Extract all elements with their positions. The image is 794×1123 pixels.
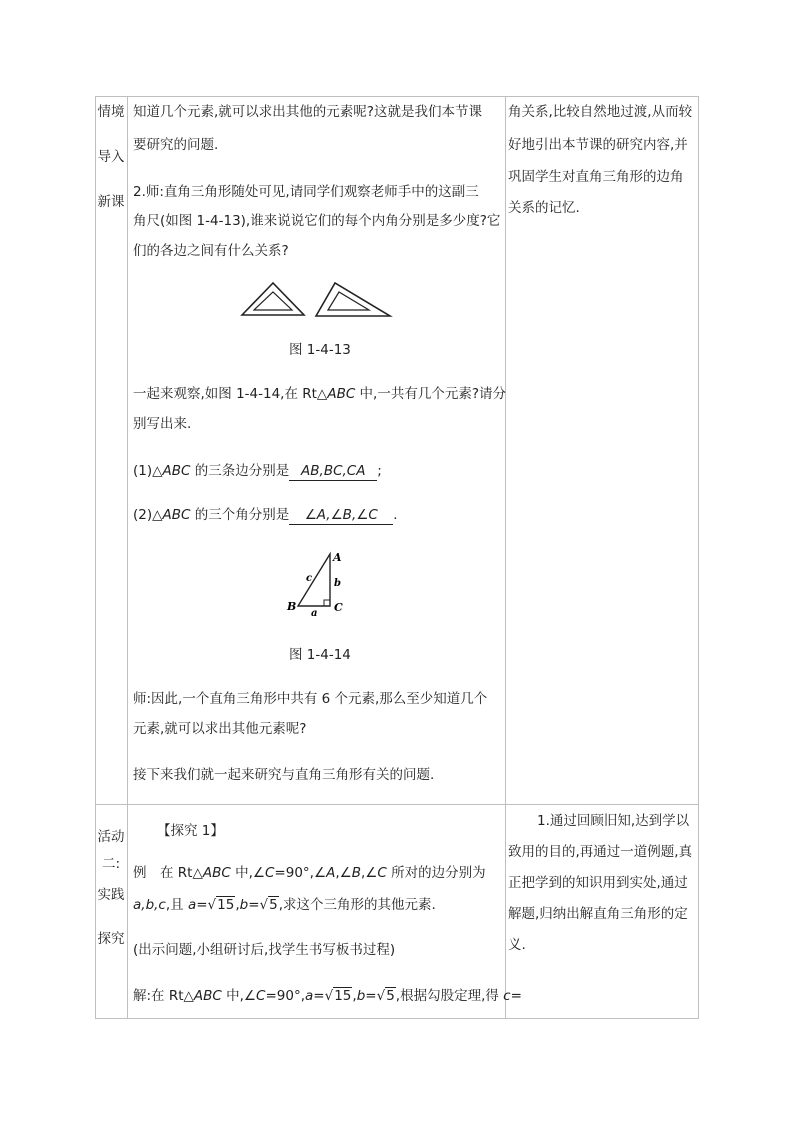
paragraph-line: 师:因此,一个直角三角形中共有 6 个元素,那么至少知道几个 [133,691,488,707]
solution-line: 解:在 Rt△ABC 中,∠C=90°,a=√15,b=√5,根据勾股定理,得 c= [133,988,522,1004]
example-line: (出示问题,小组研讨后,找学生书写板书过程) [133,942,396,958]
column-divider [127,97,128,1018]
figure-caption: 图 1-4-14 [289,647,351,663]
example-line: 例 在 Rt△ABC 中,∠C=90°,∠A,∠B,∠C 所对的边分别为 [133,865,486,881]
note-line: 义. [508,937,526,953]
question-1: (1)△ABC 的三条边分别是 AB,BC,CA ; [133,463,382,479]
sqrt-15: √15 [207,897,235,913]
answer-blank: ∠A,∠B,∠C [289,506,393,525]
note-line: 关系的记忆. [508,200,580,216]
row1-label-line2: 导入 [97,149,125,165]
sqrt-5: √5 [376,988,395,1004]
paragraph-line: 们的各边之间有什么关系? [133,243,289,259]
side-label-c: c [306,573,313,584]
row2-label-line3: 实践 [97,887,125,903]
paragraph-line: 别写出来. [133,416,192,432]
figure-caption: 图 1-4-13 [289,342,351,358]
note-line: 致用的目的,再通过一道例题,真 [508,844,693,860]
paragraph-line: 接下来我们就一起来研究与直角三角形有关的问题. [133,767,435,783]
vertex-label-a: A [333,551,342,564]
sqrt-5: √5 [259,897,278,913]
column-divider [505,97,506,1018]
note-line: 解题,归纳出解直角三角形的定 [508,906,688,922]
paragraph-line: 元素,就可以求出其他元素呢? [133,721,307,737]
note-line: 正把学到的知识用到实处,通过 [508,875,688,891]
set-squares-figure [238,280,394,320]
note-line: 好地引出本节课的研究内容,并 [508,137,688,153]
answer-blank: AB,BC,CA [289,462,377,481]
vertex-label-c: C [334,601,343,614]
sqrt-15: √15 [324,988,352,1004]
right-triangle-figure [284,548,354,618]
side-label-a: a [311,608,318,618]
row-divider [96,804,698,805]
example-line: a,b,c,且 a=√15,b=√5,求这个三角形的其他元素. [133,897,436,913]
note-line: 巩固学生对直角三角形的边角 [508,169,684,185]
paragraph-line: 知道几个元素,就可以求出其他的元素呢?这就是我们本节课 [133,104,482,120]
note-line: 角关系,比较自然地过渡,从而较 [508,104,693,120]
paragraph-line: 角尺(如图 1-4-13),谁来说说它们的每个内角分别是多少度?它 [133,213,501,229]
row1-label-line1: 情境 [97,104,125,120]
row1-label-line3: 新课 [97,194,125,210]
note-line: 1.通过回顾旧知,达到学以 [537,813,690,829]
row2-label-line4: 探究 [97,931,125,947]
question-2: (2)△ABC 的三个角分别是 ∠A,∠B,∠C . [133,507,398,523]
row2-label-line2: 二: [101,856,121,872]
paragraph-line: 2.师:直角三角形随处可见,请同学们观察老师手中的这副三 [133,184,479,200]
row2-label-line1: 活动 [97,829,125,845]
paragraph-line: 一起来观察,如图 1-4-14,在 Rt△ABC 中,一共有几个元素?请分 [133,386,507,402]
paragraph-line: 要研究的问题. [133,137,219,153]
section-heading: 【探究 1】 [157,823,224,839]
side-label-b: b [334,578,341,589]
vertex-label-b: B [287,600,297,613]
